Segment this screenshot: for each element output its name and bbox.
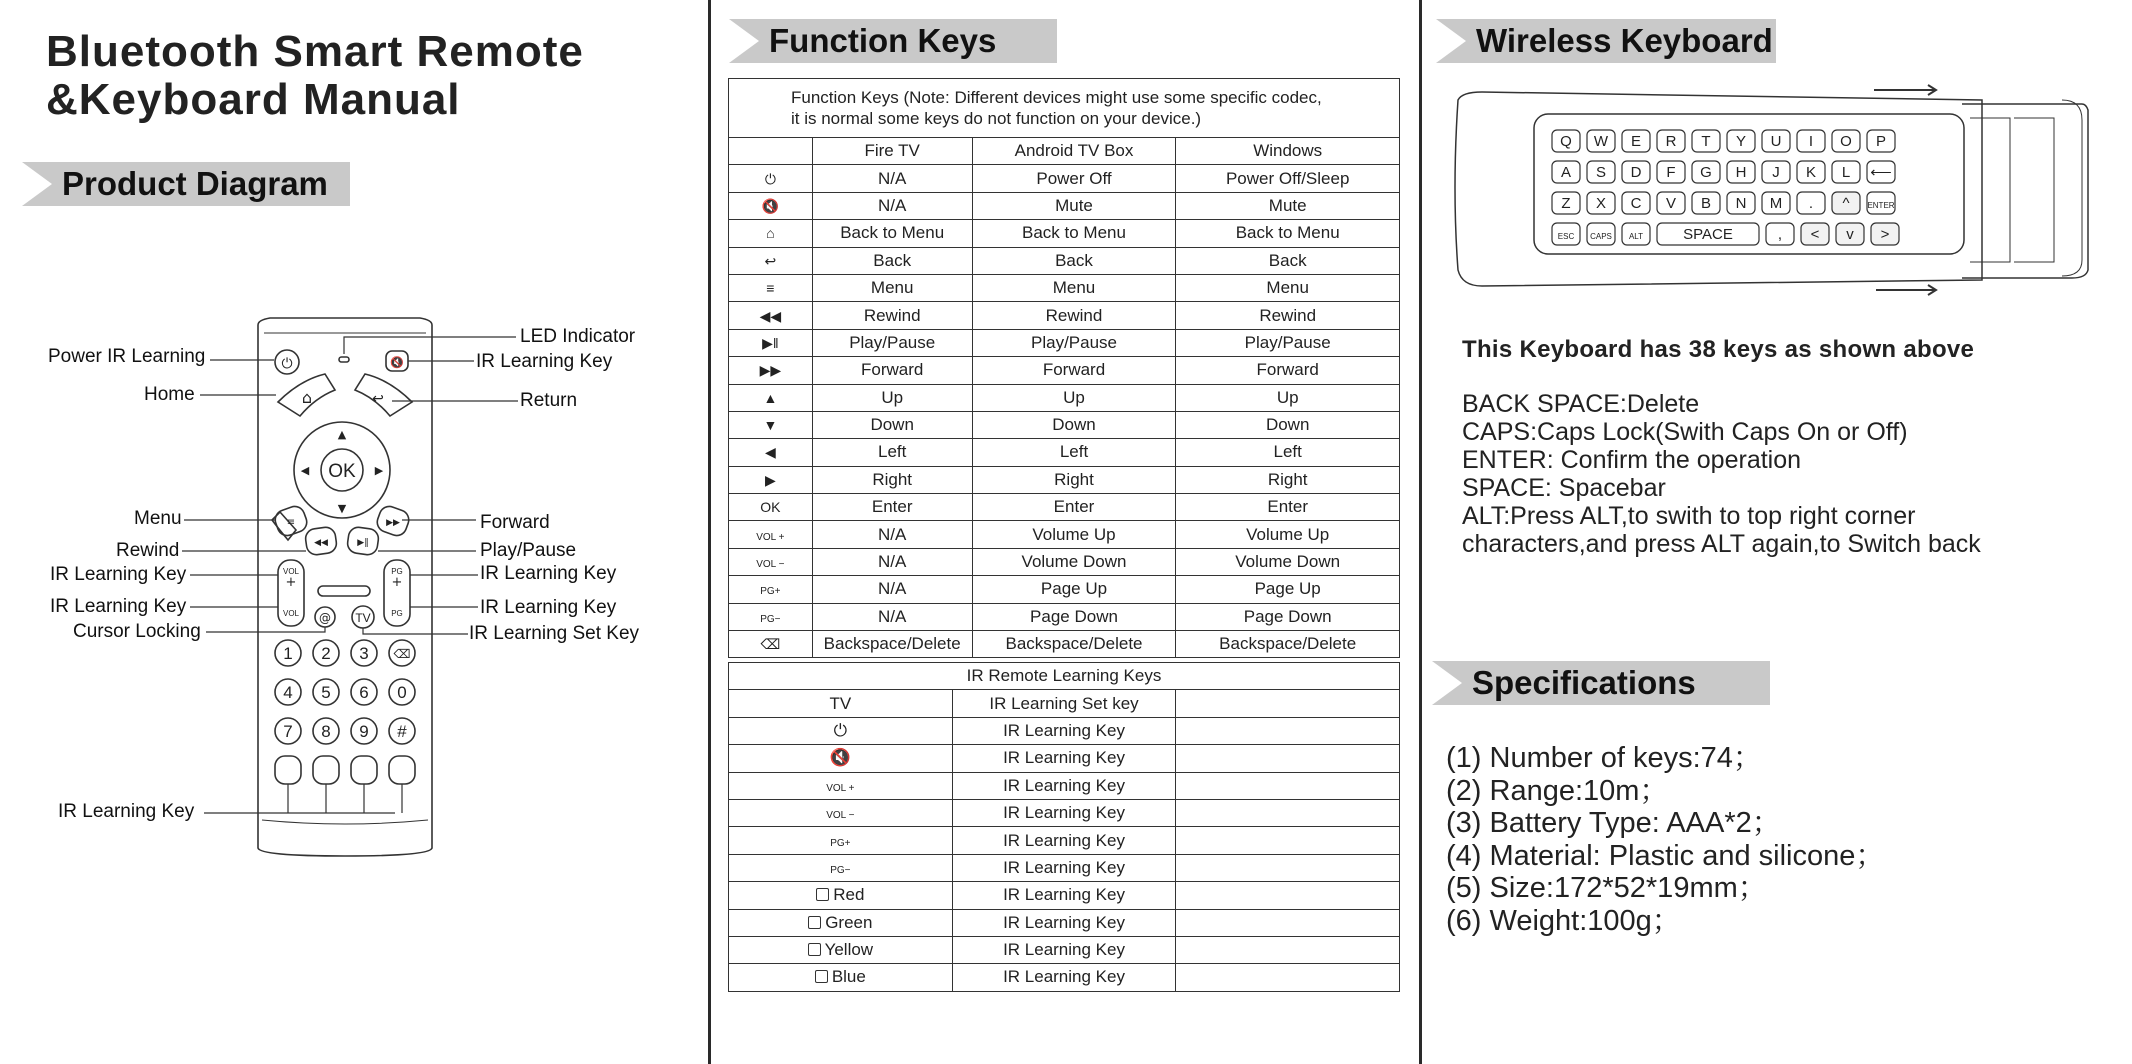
key-cell: [729, 165, 813, 192]
keyboard-key-label: v: [1846, 226, 1854, 243]
keyboard-key-label: T: [1701, 133, 1711, 150]
keyboard-key-label: V: [1665, 195, 1677, 212]
keyboard-key-label: S: [1595, 164, 1607, 181]
table-row: [729, 247, 1400, 274]
ir-key-label: TV: [829, 693, 852, 713]
keyboard-key-label: B: [1700, 195, 1712, 212]
label-play-pause: Play/Pause: [480, 540, 577, 561]
keyboard-key-label: CAPS: [1590, 232, 1612, 241]
svg-text:0: 0: [397, 683, 407, 702]
android-tv-box-cell: Back: [972, 247, 1176, 274]
keyboard-key-label: D: [1630, 164, 1642, 181]
ir-function-cell: IR Learning Key: [952, 717, 1176, 744]
keyboard-key-label: Y: [1735, 133, 1747, 150]
ir-empty-cell: [1176, 909, 1400, 936]
keyboard-description-line: BACK SPACE:Delete: [1462, 390, 1700, 418]
ir-function-cell: IR Learning Key: [952, 882, 1176, 909]
ir-key-cell: [729, 745, 953, 772]
key-cell: [729, 329, 813, 356]
spec-line: (5) Size:172*52*19mm；: [1446, 872, 1767, 905]
key-cell: [729, 521, 813, 548]
color-key-icon: [815, 970, 828, 983]
keyboard-description-line: SPACE: Spacebar: [1462, 474, 1666, 502]
windows-cell: Rewind: [1176, 302, 1400, 329]
windows-cell: Right: [1176, 466, 1400, 493]
fire-tv-cell: Right: [812, 466, 972, 493]
remote-mute-icon: 🔇: [390, 356, 404, 369]
key-cell: [729, 576, 813, 603]
ir-table-row: [729, 854, 1400, 881]
svg-text:+: +: [285, 575, 297, 590]
svg-text:+: +: [391, 575, 403, 590]
key-cell: [729, 384, 813, 411]
ir-function-cell: IR Learning Key: [952, 799, 1176, 826]
ir-function-cell: IR Learning Key: [952, 745, 1176, 772]
ir-table-row: [729, 745, 1400, 772]
table-row: [729, 494, 1400, 521]
keyboard-key-label: C: [1630, 195, 1642, 212]
color-key-icon: [808, 943, 821, 956]
windows-cell: Up: [1176, 384, 1400, 411]
fire-tv-cell: Back: [812, 247, 972, 274]
header-key: [729, 138, 813, 165]
svg-text:5: 5: [321, 683, 331, 702]
windows-cell: Enter: [1176, 494, 1400, 521]
svg-text:VOL: VOL: [282, 609, 300, 618]
android-tv-box-cell: Back to Menu: [972, 220, 1176, 247]
android-tv-box-cell: Enter: [972, 494, 1176, 521]
title-line-1: Bluetooth Smart Remote: [46, 27, 584, 76]
ir-table-row: [729, 799, 1400, 826]
function-keys-note: [729, 79, 1400, 138]
section-title: Function Keys: [769, 22, 997, 59]
key-cell: [729, 220, 813, 247]
keyboard-key-label: ,: [1777, 226, 1783, 243]
svg-text:PG: PG: [391, 567, 403, 576]
ir-key-label: VOL −: [826, 810, 855, 822]
label-cursor-locking: Cursor Locking: [73, 621, 201, 642]
svg-text:▶▶: ▶▶: [386, 518, 400, 528]
header-android-tv-box: Android TV Box: [972, 138, 1176, 165]
table-row: [729, 302, 1400, 329]
fire-tv-cell: Menu: [812, 274, 972, 301]
page-up-icon: PG+: [760, 586, 781, 598]
table-header-row: [729, 138, 1400, 165]
fire-tv-cell: N/A: [812, 192, 972, 219]
key-cell: [729, 631, 813, 658]
power-icon: ⏻: [764, 170, 776, 187]
ir-key-label: 🔇: [829, 748, 851, 768]
svg-text:6: 6: [359, 683, 369, 702]
ir-key-cell: [729, 964, 953, 991]
android-tv-box-cell: Left: [972, 439, 1176, 466]
ir-key-cell: [729, 717, 953, 744]
android-tv-box-cell: Play/Pause: [972, 329, 1176, 356]
svg-text:1: 1: [283, 644, 293, 663]
android-tv-box-cell: Up: [972, 384, 1176, 411]
windows-cell: Back to Menu: [1176, 220, 1400, 247]
table-row: [729, 220, 1400, 247]
key-cell: [729, 274, 813, 301]
ir-empty-cell: [1176, 717, 1400, 744]
windows-cell: Page Down: [1176, 603, 1400, 630]
ir-function-cell: IR Learning Key: [952, 909, 1176, 936]
note-line-2: it is normal some keys do not function on your device.): [791, 109, 1202, 128]
ir-key-label: ⏻: [833, 720, 848, 740]
fire-tv-cell: Backspace/Delete: [812, 631, 972, 658]
key-cell: [729, 466, 813, 493]
android-tv-box-cell: Menu: [972, 274, 1176, 301]
svg-text:9: 9: [359, 722, 369, 741]
ir-empty-cell: [1176, 827, 1400, 854]
ir-key-label: PG+: [830, 837, 851, 849]
table-row: [729, 631, 1400, 658]
fire-tv-cell: Down: [812, 411, 972, 438]
key-cell: [729, 192, 813, 219]
key-cell: [729, 247, 813, 274]
ir-empty-cell: [1176, 690, 1400, 717]
windows-cell: Mute: [1176, 192, 1400, 219]
keyboard-key-label: <: [1810, 226, 1820, 243]
keyboard-key-label: ALT: [1628, 232, 1644, 241]
backspace-icon: ⌫: [760, 636, 781, 653]
remote-power-icon: ⏻: [281, 356, 293, 372]
remote-ok-label: OK: [328, 461, 356, 482]
ir-table-row: [729, 827, 1400, 854]
table-row: [729, 576, 1400, 603]
svg-text:#: #: [397, 722, 407, 741]
vol-down-icon: VOL −: [756, 559, 785, 571]
svg-text:▶: ▶: [374, 464, 384, 477]
windows-cell: Forward: [1176, 357, 1400, 384]
ok-icon: OK: [760, 499, 781, 516]
section-title: Product Diagram: [62, 165, 328, 202]
label-ir-learning-key-bottom: IR Learning Key: [58, 801, 195, 822]
windows-cell: Back: [1176, 247, 1400, 274]
keyboard-key-label: G: [1700, 164, 1712, 181]
table-row: [729, 165, 1400, 192]
keyboard-key-label: J: [1772, 164, 1780, 181]
remote-home-icon: ⌂: [301, 388, 313, 407]
svg-text:7: 7: [283, 722, 293, 741]
ir-key-cell: [729, 690, 953, 717]
key-cell: [729, 411, 813, 438]
label-power-ir-learning: Power IR Learning: [48, 346, 206, 367]
spec-line: (6) Weight:100g；: [1446, 905, 1681, 937]
ir-table-row: [729, 772, 1400, 799]
ir-function-cell: IR Learning Set key: [952, 690, 1176, 717]
keyboard-key-label: P: [1875, 133, 1887, 150]
fire-tv-cell: Up: [812, 384, 972, 411]
color-key-icon: [816, 888, 829, 901]
keyboard-key-label: E: [1630, 133, 1642, 150]
label-forward: Forward: [480, 512, 550, 533]
table-row: [729, 411, 1400, 438]
keyboard-keys: [1552, 130, 1899, 245]
windows-cell: Backspace/Delete: [1176, 631, 1400, 658]
svg-text:⌫: ⌫: [393, 647, 411, 661]
ir-key-cell: [729, 799, 953, 826]
ir-function-cell: IR Learning Key: [952, 936, 1176, 963]
ir-table-row: [729, 936, 1400, 963]
keyboard-description-line: ALT:Press ALT,to swith to top right corner: [1462, 502, 1916, 530]
left-panel: [0, 0, 708, 1064]
windows-cell: Power Off/Sleep: [1176, 165, 1400, 192]
fire-tv-cell: Enter: [812, 494, 972, 521]
android-tv-box-cell: Volume Down: [972, 548, 1176, 575]
keyboard-key-label: >: [1880, 226, 1890, 243]
spec-line: (1) Number of keys:74；: [1446, 742, 1762, 774]
svg-text:3: 3: [359, 644, 369, 663]
ir-empty-cell: [1176, 745, 1400, 772]
ir-table-row: [729, 882, 1400, 909]
rewind-icon: ◀◀: [759, 307, 782, 324]
spec-line: (3) Battery Type: AAA*2；: [1446, 807, 1781, 840]
label-ir-learning-key-left-1: IR Learning Key: [50, 564, 187, 585]
windows-cell: Down: [1176, 411, 1400, 438]
spec-line: (2) Range:10m；: [1446, 774, 1669, 807]
table-row: [729, 521, 1400, 548]
label-ir-learning-key-right-2: IR Learning Key: [480, 597, 617, 618]
fire-tv-cell: Forward: [812, 357, 972, 384]
keyboard-description-line: CAPS:Caps Lock(Swith Caps On or Off): [1462, 418, 1908, 446]
android-tv-box-cell: Rewind: [972, 302, 1176, 329]
table-row: [729, 439, 1400, 466]
keyboard-key-label: I: [1808, 133, 1814, 150]
svg-text:TV: TV: [355, 611, 371, 625]
key-cell: [729, 357, 813, 384]
function-keys-table: [728, 78, 1400, 658]
android-tv-box-cell: Right: [972, 466, 1176, 493]
ir-key-cell: [729, 772, 953, 799]
ir-table-row: [729, 964, 1400, 991]
ir-function-cell: IR Learning Key: [952, 964, 1176, 991]
windows-cell: Play/Pause: [1176, 329, 1400, 356]
label-rewind: Rewind: [116, 540, 180, 561]
svg-text:◀◀: ◀◀: [314, 538, 328, 548]
svg-text:4: 4: [283, 683, 293, 702]
keyboard-description-line: characters,and press ALT again,to Switch back: [1462, 530, 1981, 558]
keyboard-key-label: A: [1560, 164, 1572, 181]
keyboard-key-label: U: [1770, 133, 1782, 150]
section-title: Specifications: [1472, 664, 1696, 701]
left-icon: ◀: [764, 444, 776, 461]
ir-key-cell: [729, 882, 953, 909]
table-row: [729, 548, 1400, 575]
fire-tv-cell: N/A: [812, 521, 972, 548]
header-windows: Windows: [1176, 138, 1400, 165]
keyboard-key-label: H: [1735, 164, 1747, 181]
svg-text:VOL: VOL: [282, 567, 300, 576]
fire-tv-cell: N/A: [812, 548, 972, 575]
key-cell: [729, 548, 813, 575]
label-ir-learning-key-right-1: IR Learning Key: [480, 563, 617, 584]
keyboard-key-label: Q: [1560, 133, 1572, 150]
keyboard-description-line: ENTER: Confirm the operation: [1462, 446, 1802, 474]
android-tv-box-cell: Page Down: [972, 603, 1176, 630]
keyboard-key-label: N: [1735, 195, 1747, 212]
ir-key-cell: [729, 854, 953, 881]
section-title: Wireless Keyboard: [1476, 22, 1773, 59]
back-icon: ↩: [764, 252, 777, 269]
windows-cell: Page Up: [1176, 576, 1400, 603]
section-arrow-icon: [729, 19, 759, 63]
page-down-icon: PG−: [760, 613, 781, 625]
label-menu: Menu: [134, 508, 182, 529]
mute-icon: 🔇: [761, 197, 780, 214]
ir-key-cell: [729, 909, 953, 936]
ir-empty-cell: [1176, 964, 1400, 991]
android-tv-box-cell: Mute: [972, 192, 1176, 219]
keyboard-heading: This Keyboard has 38 keys as shown above: [1462, 336, 1975, 363]
fire-tv-cell: Back to Menu: [812, 220, 972, 247]
specifications-header: [1432, 661, 1770, 705]
svg-text:≡: ≡: [286, 517, 296, 528]
right-icon: ▶: [764, 471, 776, 488]
windows-cell: Left: [1176, 439, 1400, 466]
label-return: Return: [520, 390, 578, 411]
ir-empty-cell: [1176, 936, 1400, 963]
keyboard-key-label: R: [1665, 133, 1677, 150]
keyboard-key-label: L: [1841, 164, 1851, 181]
ir-key-label: VOL +: [826, 782, 855, 794]
section-arrow-icon: [1432, 661, 1462, 705]
ir-empty-cell: [1176, 854, 1400, 881]
label-led-indicator: LED Indicator: [520, 326, 636, 347]
table-row: [729, 384, 1400, 411]
fire-tv-cell: N/A: [812, 165, 972, 192]
ir-empty-cell: [1176, 799, 1400, 826]
keyboard-key-label: M: [1769, 195, 1783, 212]
fire-tv-cell: Rewind: [812, 302, 972, 329]
keyboard-key-label: ESC: [1557, 232, 1575, 241]
label-home: Home: [144, 384, 195, 405]
svg-text:▶‖: ▶‖: [357, 538, 369, 548]
keyboard-key-label: .: [1808, 195, 1814, 212]
windows-cell: Menu: [1176, 274, 1400, 301]
svg-text:2: 2: [321, 644, 331, 663]
ir-table-row: [729, 909, 1400, 936]
svg-text:8: 8: [321, 722, 331, 741]
ir-table-title: IR Remote Learning Keys: [729, 663, 1400, 690]
keyboard-key-label: X: [1595, 195, 1607, 212]
spec-line: (4) Material: Plastic and silicone；: [1446, 839, 1885, 872]
ir-function-cell: IR Learning Key: [952, 772, 1176, 799]
keyboard-key-label: ⟵: [1870, 164, 1892, 181]
keyboard-key-label: W: [1593, 133, 1609, 150]
header-fire-tv: Fire TV: [812, 138, 972, 165]
vol-up-icon: VOL +: [756, 531, 785, 543]
right-panel: [1422, 0, 2132, 1064]
label-ir-learning-set-key: IR Learning Set Key: [469, 623, 640, 644]
label-ir-learning-key-top: IR Learning Key: [476, 351, 613, 372]
table-row: [729, 357, 1400, 384]
svg-text:@: @: [319, 611, 331, 625]
color-key-icon: [808, 916, 821, 929]
title-line-2: &Keyboard Manual: [46, 75, 461, 124]
ir-key-label: Yellow: [824, 940, 874, 960]
android-tv-box-cell: Volume Up: [972, 521, 1176, 548]
key-cell: [729, 439, 813, 466]
ir-key-cell: [729, 827, 953, 854]
keyboard-key-label: O: [1840, 133, 1852, 150]
android-tv-box-cell: Power Off: [972, 165, 1176, 192]
remote-diagram: [0, 0, 708, 1064]
svg-text:◀: ◀: [300, 464, 310, 477]
fire-tv-cell: N/A: [812, 603, 972, 630]
keyboard-key-label: ENTER: [1867, 201, 1895, 210]
label-ir-learning-key-left-2: IR Learning Key: [50, 596, 187, 617]
fire-tv-cell: Left: [812, 439, 972, 466]
key-cell: [729, 603, 813, 630]
ir-empty-cell: [1176, 772, 1400, 799]
down-icon: ▼: [763, 417, 778, 434]
keyboard-key-label: Z: [1561, 195, 1571, 212]
ir-key-label: Green: [825, 912, 873, 932]
note-line-1: Function Keys (Note: Different devices might use some specific codec,: [791, 88, 1322, 107]
svg-text:▼: ▼: [337, 502, 347, 515]
key-cell: [729, 494, 813, 521]
ir-function-cell: IR Learning Key: [952, 854, 1176, 881]
ir-key-label: PG−: [830, 864, 851, 876]
ir-empty-cell: [1176, 882, 1400, 909]
forward-icon: ▶▶: [759, 362, 782, 379]
menu-icon: ≡: [766, 280, 775, 297]
windows-cell: Volume Down: [1176, 548, 1400, 575]
table-row: [729, 466, 1400, 493]
keyboard-key-label: SPACE: [1683, 226, 1733, 243]
ir-learning-keys-table: [728, 662, 1400, 992]
table-row: [729, 603, 1400, 630]
fire-tv-cell: Play/Pause: [812, 329, 972, 356]
keyboard-key-label: F: [1666, 164, 1676, 181]
function-keys-header: [729, 19, 1057, 63]
table-row: [729, 274, 1400, 301]
up-icon: ▲: [763, 389, 778, 406]
fire-tv-cell: N/A: [812, 576, 972, 603]
windows-cell: Volume Up: [1176, 521, 1400, 548]
table-row: [729, 329, 1400, 356]
android-tv-box-cell: Page Up: [972, 576, 1176, 603]
table-row: [729, 192, 1400, 219]
key-cell: [729, 302, 813, 329]
ir-key-label: Blue: [831, 967, 866, 987]
ir-key-label: Red: [833, 885, 865, 905]
android-tv-box-cell: Backspace/Delete: [972, 631, 1176, 658]
ir-function-cell: IR Learning Key: [952, 827, 1176, 854]
remote-return-icon: ↩: [372, 391, 384, 407]
ir-table-row: [729, 717, 1400, 744]
ir-key-cell: [729, 936, 953, 963]
keyboard-diagram: [1422, 0, 2132, 320]
android-tv-box-cell: Down: [972, 411, 1176, 438]
ir-table-row: [729, 690, 1400, 717]
home-icon: ⌂: [766, 225, 775, 242]
keyboard-key-label: ^: [1842, 195, 1850, 212]
play-pause-icon: ▶‖: [762, 334, 779, 351]
android-tv-box-cell: Forward: [972, 357, 1176, 384]
svg-text:▲: ▲: [337, 428, 347, 441]
svg-text:PG: PG: [391, 609, 403, 618]
keyboard-key-label: K: [1805, 164, 1817, 181]
